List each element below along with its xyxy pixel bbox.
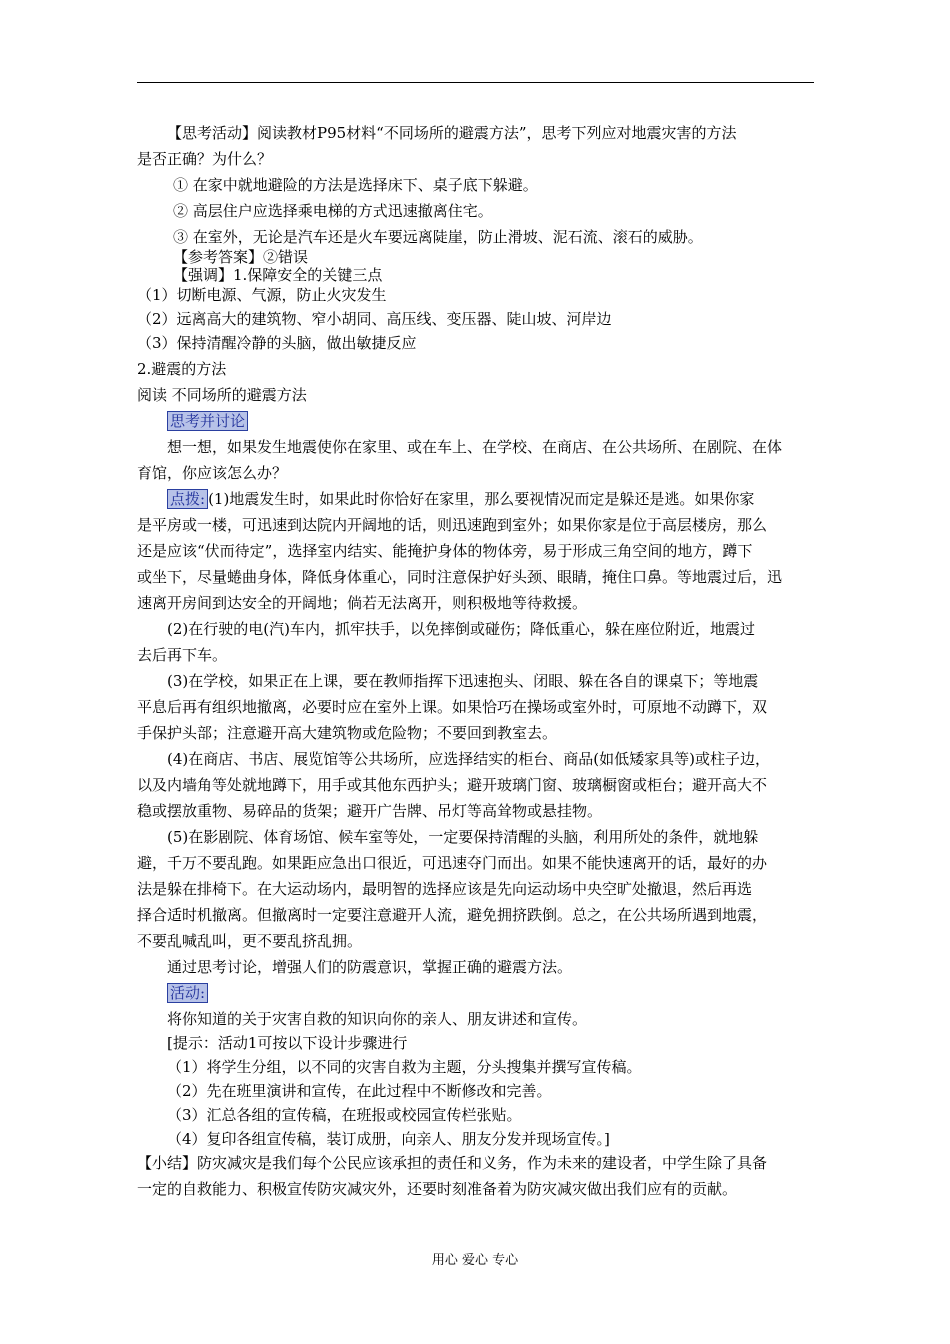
para-line: 速离开房间到达安全的开阔地；倘若无法离开，则积极地等待救援。: [137, 594, 588, 612]
para-line: 育馆，你应该怎么办？: [137, 464, 288, 482]
emphasis-heading: 【强调】1.保障安全的关键三点: [173, 266, 383, 284]
para-line: 以及内墙角等处就地蹲下，用手或其他东西护头；避开玻璃门窗、玻璃橱窗或柜台；避开高大不: [137, 776, 768, 794]
para-line: 去后再下车。: [137, 646, 228, 664]
para-line: 避，千万不要乱跑。如果距应急出口很近，可迅速夺门而出。如果不能快速离开的话，最好的办: [137, 854, 768, 872]
header-rule: [137, 82, 814, 83]
para-line: 想一想，如果发生地震使你在家里、或在车上、在学校、在商店、在公共场所、在剧院、在体: [167, 438, 783, 456]
para-line: 稳或摆放重物、易碎品的货架；避开广告牌、吊灯等高耸物或悬挂物。: [137, 802, 603, 820]
para-line: 是平房或一楼，可迅速到达院内开阔地的话，则迅速跑到室外；如果你家是位于高层楼房，那么: [137, 516, 768, 534]
list-item: （1）将学生分组，以不同的灾害自救为主题，分头搜集并撰写宣传稿。: [167, 1058, 642, 1076]
para-line: 【思考活动】阅读教材P95材料“不同场所的避震方法”，思考下列应对地震灾害的方法: [167, 124, 737, 142]
list-item: ② 高层住户应选择乘电梯的方式迅速撤离住宅。: [173, 202, 493, 220]
para-line: 或坐下，尽量蜷曲身体，降低身体重心，同时注意保护好头颈、眼睛，掩住口鼻。等地震过后，迅: [137, 568, 783, 586]
para-text: (1)地震发生时，如果此时你恰好在家里，那么要视情况而定是躲还是逃。如果你家: [208, 490, 755, 508]
list-item: ① 在家中就地避险的方法是选择床下、桌子底下躲避。: [173, 176, 538, 194]
para-line: 择合适时机撤离。但撤离时一定要注意避开人流，避免拥挤跌倒。总之，在公共场所遇到地震，: [137, 906, 768, 924]
para-line: 通过思考讨论，增强人们的防震意识，掌握正确的避震方法。: [167, 958, 573, 976]
highlight-label: 思考并讨论: [167, 411, 248, 431]
highlight-label: 活动:: [167, 983, 208, 1003]
list-item: （4）复印各组宣传稿，装订成册，向亲人、朋友分发并现场宣传。]: [167, 1130, 610, 1148]
list-item: （3）汇总各组的宣传稿，在班报或校园宣传栏张贴。: [167, 1106, 522, 1124]
para-line: 法是躲在排椅下。在大运动场内，最明智的选择应该是先向运动场中央空旷处撤退，然后再选: [137, 880, 753, 898]
para-line: (5)在影剧院、体育场馆、候车室等处，一定要保持清醒的头脑，利用所处的条件，就地躲: [167, 828, 759, 846]
summary-line: 【小结】防灾减灾是我们每个公民应该承担的责任和义务，作为未来的建设者，中学生除了具备: [137, 1154, 768, 1172]
list-item: （3）保持清醒冷静的头脑，做出敏捷反应: [137, 334, 417, 352]
summary-line: 一定的自救能力、积极宣传防灾减灾外，还要时刻准备着为防灾减灾做出我们应有的贡献。: [137, 1180, 738, 1198]
para-line: 还是应该“伏而待定”，选择室内结实、能掩护身体的物体旁，易于形成三角空间的地方，蹲下: [137, 542, 753, 560]
section-heading: 2.避震的方法: [137, 360, 227, 378]
para-line: [167, 488, 754, 510]
para-line: 将你知道的关于灾害自救的知识向你的亲人、朋友讲述和宣传。: [167, 1010, 588, 1028]
para-line: [提示：活动1可按以下设计步骤进行: [167, 1034, 408, 1052]
list-item: （2）远离高大的建筑物、窄小胡同、高压线、变压器、陡山坡、河岸边: [137, 310, 612, 328]
page-footer: 用心 爱心 专心: [431, 1253, 519, 1268]
highlight-label: 点拨:: [167, 489, 208, 509]
list-item: ③ 在室外，无论是汽车还是火车要远离陡崖，防止滑坡、泥石流、滚石的威胁。: [173, 228, 703, 246]
list-item: （2）先在班里演讲和宣传，在此过程中不断修改和完善。: [167, 1082, 552, 1100]
answer-line: 【参考答案】②错误: [173, 248, 309, 266]
discussion-heading: [167, 410, 248, 432]
para-line: 阅读 不同场所的避震方法: [137, 386, 307, 404]
activity-heading: [167, 982, 208, 1004]
list-item: （1）切断电源、气源，防止火灾发生: [137, 286, 387, 304]
para-line: 不要乱喊乱叫，更不要乱挤乱拥。: [137, 932, 363, 950]
para-line: (2)在行驶的电(汽)车内，抓牢扶手，以免摔倒或碰伤；降低重心，躲在座位附近，地震过: [167, 620, 755, 638]
para-line: 是否正确？为什么？: [137, 150, 273, 168]
para-line: (3)在学校，如果正在上课，要在教师指挥下迅速抱头、闭眼、躲在各自的课桌下；等地震: [167, 672, 759, 690]
para-line: (4)在商店、书店、展览馆等公共场所，应选择结实的柜台、商品(如低矮家具等)或柱子边，: [167, 750, 770, 768]
para-line: 手保护头部；注意避开高大建筑物或危险物；不要回到教室去。: [137, 724, 558, 742]
para-line: 平息后再有组织地撤离，必要时应在室外上课。如果恰巧在操场或室外时，可原地不动蹲下，双: [137, 698, 768, 716]
